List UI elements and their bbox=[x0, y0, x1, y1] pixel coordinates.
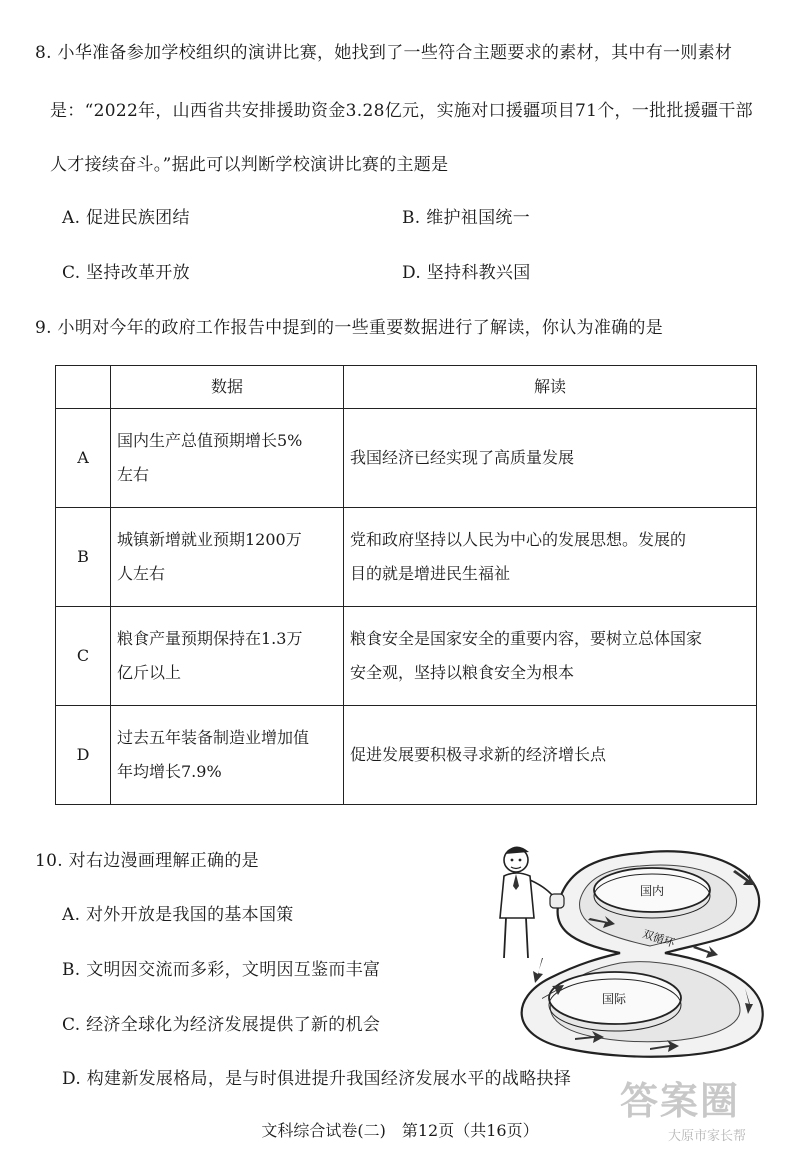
table-header-blank bbox=[56, 366, 111, 409]
q8-option-a: A. 促进民族团结 bbox=[62, 208, 190, 228]
q8-option-d: D. 坚持科教兴国 bbox=[402, 263, 531, 283]
watermark-subtext: 大原市家长帮 bbox=[668, 1129, 747, 1144]
q10-option-d: D. 构建新发展格局，是与时俱进提升我国经济发展水平的战略抉择 bbox=[62, 1069, 572, 1089]
q10-option-b: B. 文明因交流而多彩，文明因互鉴而丰富 bbox=[62, 960, 381, 980]
domestic-label: 国内 bbox=[640, 884, 665, 898]
table-row bbox=[56, 706, 757, 805]
q9-data-table bbox=[55, 365, 757, 805]
row-data-cell: 过去五年装备制造业增加值 年均增长7.9% bbox=[111, 706, 344, 805]
row-data-cell: 粮食产量预期保持在1.3万 亿斤以上 bbox=[111, 607, 344, 706]
table-header-interpretation: 解读 bbox=[344, 366, 757, 409]
q9-stem: 9. 小明对今年的政府工作报告中提到的一些重要数据进行了解读，你认为准确的是 bbox=[35, 318, 664, 338]
table-row bbox=[56, 409, 757, 508]
row-option-label: B bbox=[56, 508, 111, 607]
q8-option-c: C. 坚持改革开放 bbox=[62, 263, 190, 283]
watermark-logo: 答案圈 bbox=[620, 1079, 741, 1123]
table-header-data: 数据 bbox=[111, 366, 344, 409]
q8-stem-line-2: 是：“2022年，山西省共安排援助资金3.28亿元，实施对口援疆项目71个，一批批援疆干部 bbox=[50, 101, 753, 121]
international-label: 国际 bbox=[602, 992, 627, 1006]
q10-stem: 10. 对右边漫画理解正确的是 bbox=[35, 851, 259, 871]
table-row bbox=[56, 607, 757, 706]
row-interpretation-cell: 粮食安全是国家安全的重要内容，要树立总体国家 安全观，坚持以粮食安全为根本 bbox=[344, 607, 757, 706]
page-footer: 文科综合试卷(二) 第12页（共16页） bbox=[261, 1121, 539, 1140]
dual-circulation-cartoon bbox=[490, 838, 770, 1063]
q8-option-b: B. 维护祖国统一 bbox=[402, 208, 530, 228]
q8-stem-line-3: 人才接续奋斗。”据此可以判断学校演讲比赛的主题是 bbox=[50, 155, 449, 175]
row-interpretation-cell: 促进发展要积极寻求新的经济增长点 bbox=[344, 706, 757, 805]
row-option-label: D bbox=[56, 706, 111, 805]
table-row bbox=[56, 508, 757, 607]
money-bag-icon bbox=[550, 894, 564, 908]
person-figure bbox=[500, 846, 564, 958]
q8-stem-line-1: 8. 小华准备参加学校组织的演讲比赛，她找到了一些符合主题要求的素材，其中有一则素材 bbox=[35, 43, 733, 63]
row-option-label: C bbox=[56, 607, 111, 706]
q10-option-c: C. 经济全球化为经济发展提供了新的机会 bbox=[62, 1015, 381, 1035]
q10-option-a: A. 对外开放是我国的基本国策 bbox=[62, 905, 294, 925]
row-data-cell: 城镇新增就业预期1200万 人左右 bbox=[111, 508, 344, 607]
row-interpretation-cell: 党和政府坚持以人民为中心的发展思想。发展的 目的就是增进民生福祉 bbox=[344, 508, 757, 607]
dual-circulation-label: 双循环 bbox=[640, 927, 677, 950]
row-data-cell: 国内生产总值预期增长5% 左右 bbox=[111, 409, 344, 508]
row-option-label: A bbox=[56, 409, 111, 508]
row-interpretation-cell: 我国经济已经实现了高质量发展 bbox=[344, 409, 757, 508]
